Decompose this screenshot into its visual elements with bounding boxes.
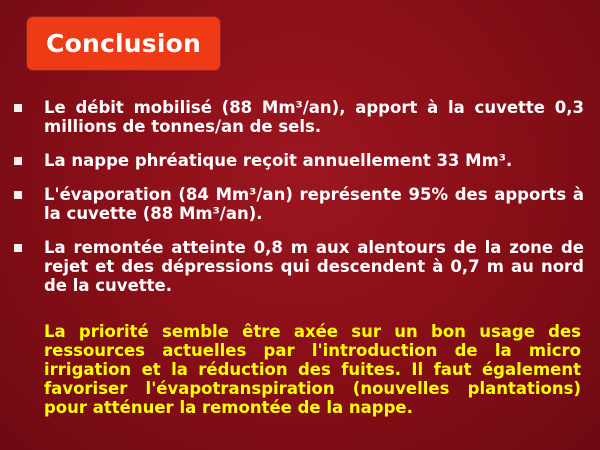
bullet-text: Le débit mobilisé (88 Mm³/an), apport à la cuvette 0,3 millions de tonnes/an de sels. bbox=[44, 98, 584, 136]
title-box bbox=[27, 17, 220, 70]
bullet-text: La remontée atteinte 0,8 m aux alentours de la zone de rejet et des dépressions qui descendent à 0,7 m au nord de la cuvette. bbox=[44, 238, 584, 295]
slide-title: Conclusion bbox=[46, 29, 201, 58]
bullet-item bbox=[14, 185, 584, 223]
bullet-text: La nappe phréatique reçoit annuellement 33 Mm³. bbox=[44, 151, 513, 170]
square-bullet-icon bbox=[14, 191, 22, 199]
bullet-item bbox=[14, 98, 584, 136]
bullet-list bbox=[14, 98, 584, 310]
bullet-item bbox=[14, 151, 584, 170]
conclusion-note: La priorité semble être axée sur un bon usage des ressources actuelles par l'introduction de la micro irrigation et la réduction des fuites. Il faut également favoriser l'évapotranspiration (nouvelles plantations) pour atténuer la remontée de la nappe. bbox=[44, 322, 581, 417]
bullet-text: L'évaporation (84 Mm³/an) représente 95% des apports à la cuvette (88 Mm³/an). bbox=[44, 185, 584, 223]
square-bullet-icon bbox=[14, 104, 22, 112]
square-bullet-icon bbox=[14, 244, 22, 252]
bullet-item bbox=[14, 238, 584, 295]
square-bullet-icon bbox=[14, 157, 22, 165]
